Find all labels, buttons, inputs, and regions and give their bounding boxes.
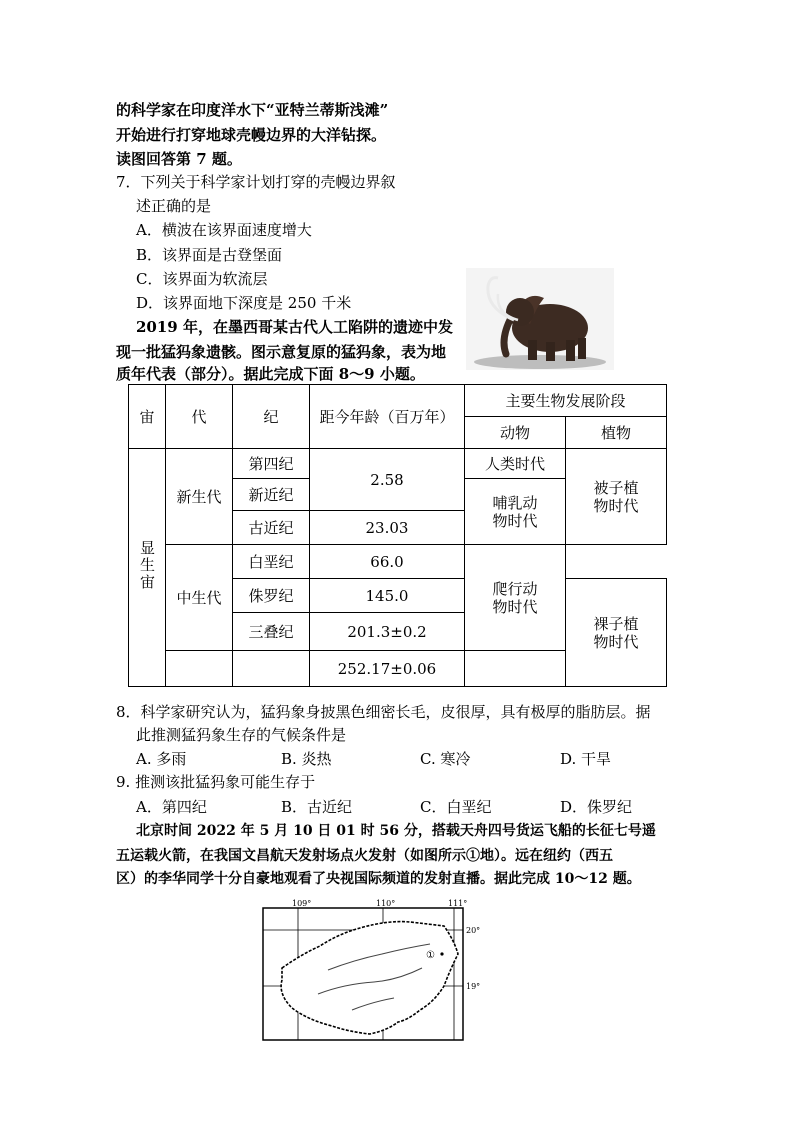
passage2-line-1: 2019 年，在墨西哥某古代人工陷阱的遗迹中发 [136,318,453,336]
animal-human-era: 人类时代 [465,449,566,479]
age-23-03: 23.03 [310,511,465,545]
intro-line-3: 读图回答第 7 题。 [116,150,242,168]
period-triassic: 三叠纪 [233,613,310,651]
animal-empty [465,651,566,687]
passage3-line-2: 五运载火箭，在我国文昌航天发射场点火发射（如图所示①地）。远在纽约（西五 [116,848,613,864]
q9-stem: 9. 推测该批猛犸象可能生存于 [116,773,316,791]
mammoth-image [466,268,614,370]
period-cretaceous: 白垩纪 [233,545,310,579]
passage2-line-3: 质年代表（部分）。据此完成下面 8～9 小题。 [116,365,425,383]
q7-option-b: B．该界面是古登堡面 [136,246,283,264]
intro-line-2: 开始进行打穿地球壳幔边界的大洋钻探。 [116,126,387,144]
q9-option-a: A．第四纪 [136,798,207,816]
launch-site-marker: ① [426,950,435,961]
passage3-line-3: 区）的李华同学十分自豪地观看了央视国际频道的发射直播。据此完成 10～12 题。 [116,871,641,887]
header-animal: 动物 [465,417,566,449]
q7-option-a: A．横波在该界面速度增大 [136,221,312,239]
passage3-line-1: 北京时间 2022 年 5 月 10 日 01 时 56 分，搭载天舟四号货运飞船的长征七号遥 [136,823,656,839]
header-era: 代 [166,385,233,449]
geologic-time-table [128,384,667,687]
q8-stem-line-1: 8．科学家研究认为，猛犸象身披黑色细密长毛，皮很厚，具有极厚的脂肪层。据 [116,703,651,721]
q9-option-d: D．侏罗纪 [560,798,633,816]
lat-label-20: 20° [466,926,481,935]
launch-site-point [440,952,443,955]
lon-label-111: 111° [448,899,468,908]
passage2-line-2: 现一批猛犸象遗骸。图示意复原的猛犸象，表为地 [116,343,447,361]
age-2-58: 2.58 [310,449,465,511]
period-empty [233,651,310,687]
age-145-0: 145.0 [310,579,465,613]
q7-option-c: C．该界面为软流层 [136,270,268,288]
lon-label-110: 110° [376,899,396,908]
header-period: 纪 [233,385,310,449]
era-cenozoic: 新生代 [166,449,233,545]
q8-option-b: B. 炎热 [281,750,332,768]
age-201-3: 201.3±0.2 [310,613,465,651]
header-bio-stage: 主要生物发展阶段 [465,385,667,417]
age-66-0: 66.0 [310,545,465,579]
animal-mammal-label: 哺乳动物时代 [492,493,538,530]
q8-stem-line-2: 此推测猛犸象生存的气候条件是 [136,726,347,744]
period-quaternary: 第四纪 [233,449,310,479]
header-age: 距今年龄（百万年） [310,385,465,449]
q8-option-d: D. 干旱 [560,750,612,768]
q7-stem-line-1: 7．下列关于科学家计划打穿的壳幔边界叙 [116,173,396,191]
header-eon: 宙 [129,385,166,449]
era-mesozoic: 中生代 [166,545,233,651]
plant-angiosperm-label: 被子植物时代 [593,478,639,515]
plant-gymnosperm-era [566,579,667,687]
period-jurassic: 侏罗纪 [233,579,310,613]
q9-option-c: C．白垩纪 [420,798,492,816]
period-paleogene: 古近纪 [233,511,310,545]
q8-option-a: A. 多雨 [136,750,187,768]
q7-option-d: D．该界面地下深度是 250 千米 [136,294,352,312]
age-252-17: 252.17±0.06 [310,651,465,687]
eon-label: 显生宙 [138,540,156,591]
animal-reptile-label: 爬行动物时代 [492,579,538,616]
q9-option-b: B．古近纪 [281,798,353,816]
hainan-map [258,898,481,1044]
eon-cell [129,449,166,687]
plant-gymnosperm-label: 裸子植物时代 [593,614,639,651]
plant-angiosperm-era [566,449,667,545]
animal-mammal-era [465,479,566,545]
q8-option-c: C. 寒冷 [420,750,471,768]
lon-label-109: 109° [292,899,312,908]
era-empty [166,651,233,687]
q7-stem-line-2: 述正确的是 [136,197,212,215]
period-neogene: 新近纪 [233,479,310,511]
animal-reptile-era [465,545,566,651]
header-plant: 植物 [566,417,667,449]
intro-line-1: 的科学家在印度洋水下“亚特兰蒂斯浅滩” [116,101,389,119]
lat-label-19: 19° [466,982,481,991]
